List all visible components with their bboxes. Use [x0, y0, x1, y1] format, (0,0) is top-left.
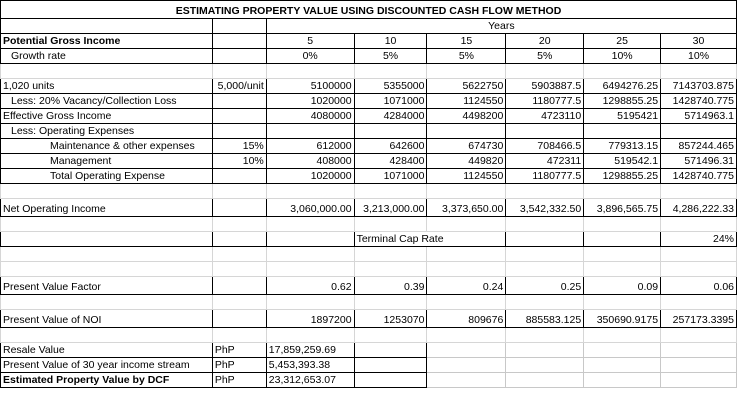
terminal-cap-value[interactable]: 24%	[661, 232, 737, 247]
pv-income-label[interactable]: Present Value of 30 year income stream	[1, 358, 213, 373]
management-label[interactable]: Management	[1, 154, 213, 169]
pv-noi-label[interactable]: Present Value of NOI	[1, 310, 213, 328]
total-opex-cell[interactable]: 1428740.775	[661, 169, 737, 184]
pgi-label[interactable]: Potential Gross Income	[1, 34, 213, 49]
noi-cell[interactable]: 3,542,332.50	[506, 199, 584, 217]
year-cell[interactable]: 30	[661, 34, 737, 49]
management-cell[interactable]: 472311	[506, 154, 584, 169]
maintenance-cell[interactable]: 612000	[266, 139, 354, 154]
years-header[interactable]: Years	[266, 19, 736, 34]
maintenance-cell[interactable]: 674730	[427, 139, 506, 154]
units-cell[interactable]: 5622750	[427, 79, 506, 94]
pv-factor-cell[interactable]: 0.06	[661, 277, 737, 295]
sheet-title[interactable]: ESTIMATING PROPERTY VALUE USING DISCOUNTED CASH FLOW METHOD	[1, 1, 737, 19]
pv-factor-cell[interactable]: 0.39	[354, 277, 427, 295]
pv-factor-cell[interactable]: 0.25	[506, 277, 584, 295]
pv-noi-cell[interactable]: 885583.125	[506, 310, 584, 328]
pv-factor-label[interactable]: Present Value Factor	[1, 277, 213, 295]
egi-cell[interactable]: 4723110	[506, 109, 584, 124]
vacancy-label[interactable]: Less: 20% Vacancy/Collection Loss	[1, 94, 213, 109]
vacancy-cell[interactable]: 1428740.775	[661, 94, 737, 109]
units-label[interactable]: 1,020 units	[1, 79, 213, 94]
management-cell[interactable]: 519542.1	[584, 154, 661, 169]
management-cell[interactable]: 428400	[354, 154, 427, 169]
year-cell[interactable]: 25	[584, 34, 661, 49]
terminal-cap-label[interactable]: Terminal Cap Rate	[354, 232, 506, 247]
egi-cell[interactable]: 5714963.1	[661, 109, 737, 124]
egi-cell[interactable]: 4284000	[354, 109, 427, 124]
estimated-currency[interactable]: PhP	[212, 373, 266, 388]
opex-label[interactable]: Less: Operating Expenses	[1, 124, 213, 139]
year-cell[interactable]: 10	[354, 34, 427, 49]
egi-cell[interactable]: 5195421	[584, 109, 661, 124]
growth-cell[interactable]: 5%	[354, 49, 427, 64]
units-cell[interactable]: 5903887.5	[506, 79, 584, 94]
management-cell[interactable]: 408000	[266, 154, 354, 169]
total-opex-label[interactable]: Total Operating Expense	[1, 169, 213, 184]
maintenance-cell[interactable]: 708466.5	[506, 139, 584, 154]
growth-cell[interactable]: 10%	[584, 49, 661, 64]
pv-factor-cell[interactable]: 0.09	[584, 277, 661, 295]
total-opex-cell[interactable]: 1020000	[266, 169, 354, 184]
units-cell[interactable]: 5100000	[266, 79, 354, 94]
pv-noi-cell[interactable]: 257173.3395	[661, 310, 737, 328]
year-cell[interactable]: 20	[506, 34, 584, 49]
noi-cell[interactable]: 3,896,565.75	[584, 199, 661, 217]
vacancy-cell[interactable]: 1180777.5	[506, 94, 584, 109]
noi-cell[interactable]: 3,213,000.00	[354, 199, 427, 217]
management-cell[interactable]: 571496.31	[661, 154, 737, 169]
egi-cell[interactable]: 4498200	[427, 109, 506, 124]
maintenance-cell[interactable]: 857244.465	[661, 139, 737, 154]
management-cell[interactable]: 449820	[427, 154, 506, 169]
vacancy-cell[interactable]: 1124550	[427, 94, 506, 109]
total-opex-cell[interactable]: 1124550	[427, 169, 506, 184]
egi-cell[interactable]: 4080000	[266, 109, 354, 124]
unit-rate[interactable]: 5,000/unit	[212, 79, 266, 94]
noi-cell[interactable]: 4,286,222.33	[661, 199, 737, 217]
total-opex-cell[interactable]: 1071000	[354, 169, 427, 184]
vacancy-cell[interactable]: 1071000	[354, 94, 427, 109]
growth-cell[interactable]: 5%	[506, 49, 584, 64]
pv-noi-cell[interactable]: 1897200	[266, 310, 354, 328]
noi-cell[interactable]: 3,373,650.00	[427, 199, 506, 217]
estimated-value[interactable]: 23,312,653.07	[266, 373, 354, 388]
pv-noi-cell[interactable]: 1253070	[354, 310, 427, 328]
pv-noi-cell[interactable]: 350690.9175	[584, 310, 661, 328]
units-cell[interactable]: 7143703.875	[661, 79, 737, 94]
egi-label[interactable]: Effective Gross Income	[1, 109, 213, 124]
maintenance-cell[interactable]: 779313.15	[584, 139, 661, 154]
noi-label[interactable]: Net Operating Income	[1, 199, 213, 217]
pv-noi-cell[interactable]: 809676	[427, 310, 506, 328]
vacancy-cell[interactable]: 1020000	[266, 94, 354, 109]
pv-income-currency[interactable]: PhP	[212, 358, 266, 373]
maintenance-label[interactable]: Maintenance & other expenses	[1, 139, 213, 154]
estimated-label[interactable]: Estimated Property Value by DCF	[1, 373, 213, 388]
resale-label[interactable]: Resale Value	[1, 343, 213, 358]
year-cell[interactable]: 15	[427, 34, 506, 49]
management-rate[interactable]: 10%	[212, 154, 266, 169]
units-cell[interactable]: 5355000	[354, 79, 427, 94]
total-opex-cell[interactable]: 1180777.5	[506, 169, 584, 184]
maintenance-rate[interactable]: 15%	[212, 139, 266, 154]
noi-cell[interactable]: 3,060,000.00	[266, 199, 354, 217]
total-opex-cell[interactable]: 1298855.25	[584, 169, 661, 184]
maintenance-cell[interactable]: 642600	[354, 139, 427, 154]
growth-label[interactable]: Growth rate	[1, 49, 213, 64]
growth-cell[interactable]: 10%	[661, 49, 737, 64]
pv-factor-cell[interactable]: 0.24	[427, 277, 506, 295]
resale-currency[interactable]: PhP	[212, 343, 266, 358]
year-cell[interactable]: 5	[266, 34, 354, 49]
growth-cell[interactable]: 5%	[427, 49, 506, 64]
resale-value[interactable]: 17,859,259.69	[266, 343, 354, 358]
growth-cell[interactable]: 0%	[266, 49, 354, 64]
pv-factor-cell[interactable]: 0.62	[266, 277, 354, 295]
vacancy-cell[interactable]: 1298855.25	[584, 94, 661, 109]
units-cell[interactable]: 6494276.25	[584, 79, 661, 94]
pv-income-value[interactable]: 5,453,393.38	[266, 358, 354, 373]
